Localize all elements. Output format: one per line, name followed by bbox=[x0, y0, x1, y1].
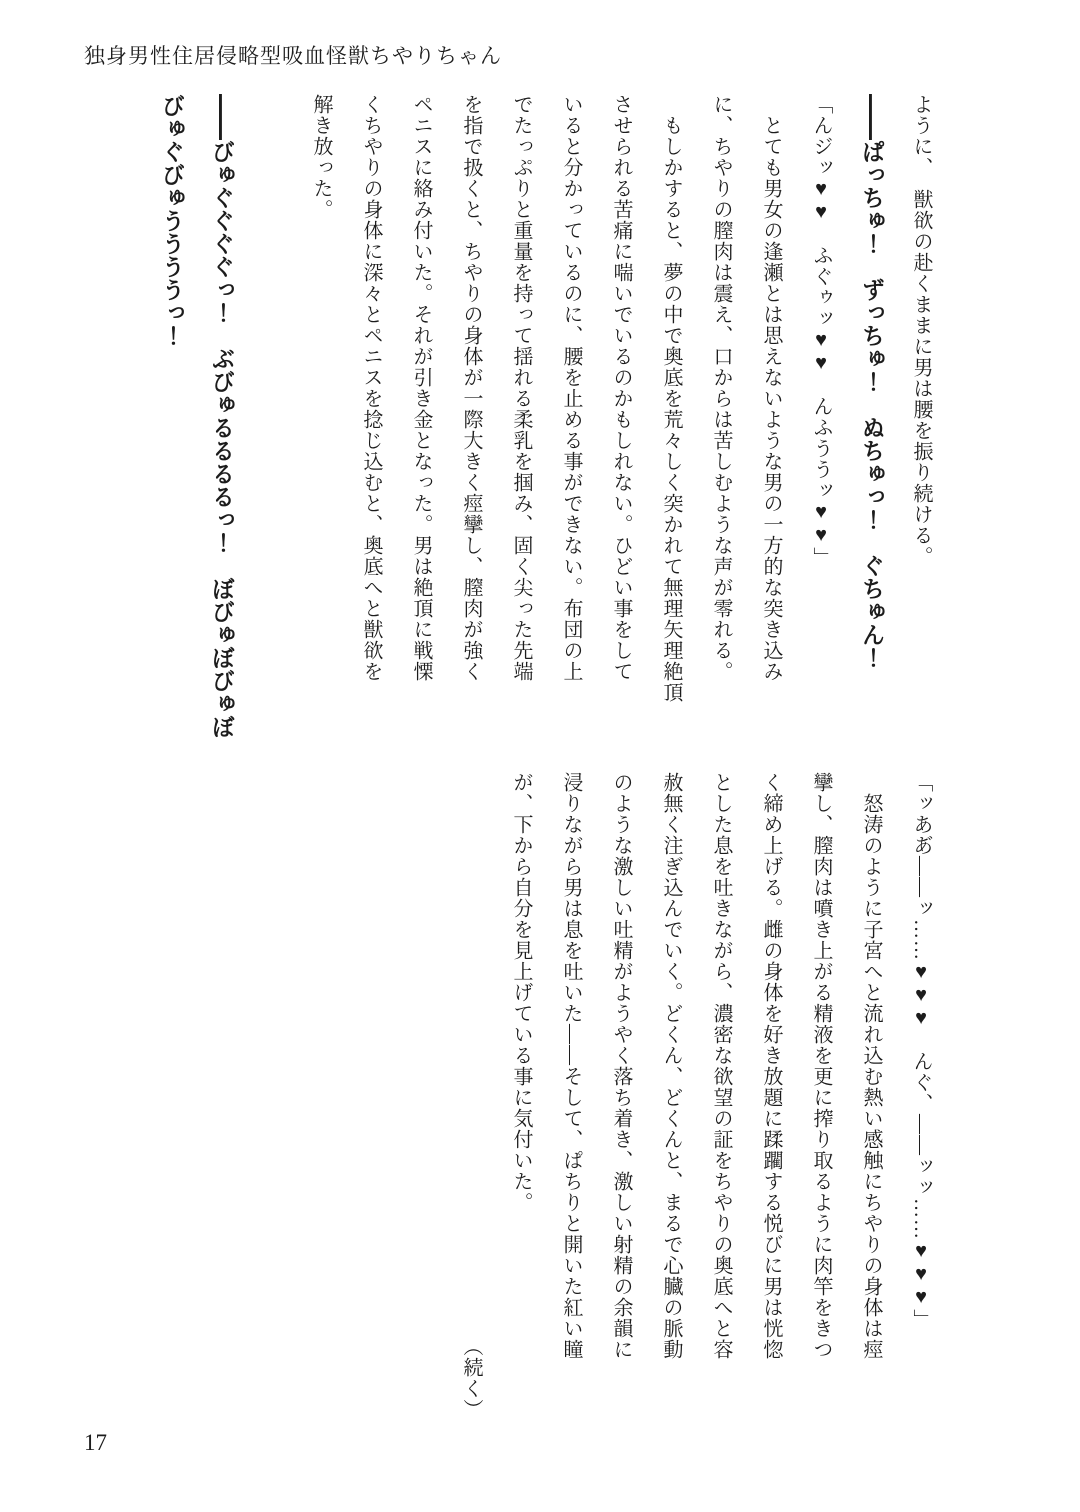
text-column: びゅぐびゅううううっ！ bbox=[158, 94, 184, 347]
text-column: くちやりの身体に深々とペニスを捻じ込むと、奥底へと獣欲を bbox=[360, 94, 382, 682]
text-column: のような激しい吐精がようやく落ち着き、激しい射精の余韻に bbox=[610, 772, 632, 1360]
text-column: 「んジッ♥♥ ふぐゥッ♥♥ んふううッ♥♥」 bbox=[810, 94, 832, 568]
text-column: させられる苦痛に喘いでいるのかもしれない。ひどい事をして bbox=[610, 94, 632, 682]
page-header-title: 独身男性住居侵略型吸血怪獣ちやりちゃん bbox=[84, 44, 502, 68]
text-column: 浸りながら男は息を吐いた――そして、ぱちりと開いた紅い瞳 bbox=[560, 772, 582, 1360]
text-column: （続く） bbox=[460, 1336, 482, 1420]
text-column: もしかすると、夢の中で奥底を荒々しく突かれて無理矢理絶頂 bbox=[660, 94, 682, 703]
text-column: に、ちやりの膣肉は震え、口からは苦しむような声が零れる。 bbox=[710, 94, 732, 682]
lower-text-block bbox=[444, 772, 946, 1420]
page-number: 17 bbox=[84, 1430, 107, 1455]
text-column: を指で扱くと、ちやりの身体が一際大きく痙攣し、膣肉が強く bbox=[460, 94, 482, 682]
text-column: ――びゅぐぐぐぐっ！ ぶびゅるるるるっ！ ぼびゅぼびゅぼ bbox=[208, 94, 234, 738]
text-column: 「ッああ゙――ッ……♥♥♥ んぐ、――ッッ……♥♥♥」 bbox=[910, 772, 932, 1330]
text-column: 怒涛のように子宮へと流れ込む熱い感触にちやりの身体は痙 bbox=[860, 772, 882, 1360]
text-column: とても男女の逢瀬とは思えないような男の一方的な突き込み bbox=[760, 94, 782, 682]
text-column: 攣し、膣肉は噴き上がる精液を更に搾り取るように肉竿をきつ bbox=[810, 772, 832, 1360]
text-column: でたっぷりと重量を持って揺れる柔乳を掴み、固く尖った先端 bbox=[510, 94, 532, 682]
upper-text-block bbox=[144, 94, 946, 738]
text-column: いると分かっているのに、腰を止める事ができない。布団の上 bbox=[560, 94, 582, 682]
text-column: 赦無く注ぎ込んでいく。どくん、どくんと、まるで心臓の脈動 bbox=[660, 772, 682, 1360]
blank-column bbox=[246, 94, 296, 722]
text-column: ペニスに絡み付いた。それが引き金となった。男は絶頂に戦慄 bbox=[410, 94, 432, 682]
text-column: ように、 獣欲の赴くままに男は腰を振り続ける。 bbox=[910, 94, 932, 567]
text-column: が、下から自分を見上げている事に気付いた。 bbox=[510, 772, 532, 1213]
text-column: 解き放った。 bbox=[310, 94, 332, 220]
text-column: とした息を吐きながら、濃密な欲望の証をちやりの奥底へと容 bbox=[710, 772, 732, 1360]
text-column: ――ぱっちゅ！ ずっちゅ！ ぬちゅっ！ ぐちゅん！ bbox=[858, 94, 884, 669]
text-column: く締め上げる。雌の身体を好き放題に蹂躙する悦びに男は恍惚 bbox=[760, 772, 782, 1360]
